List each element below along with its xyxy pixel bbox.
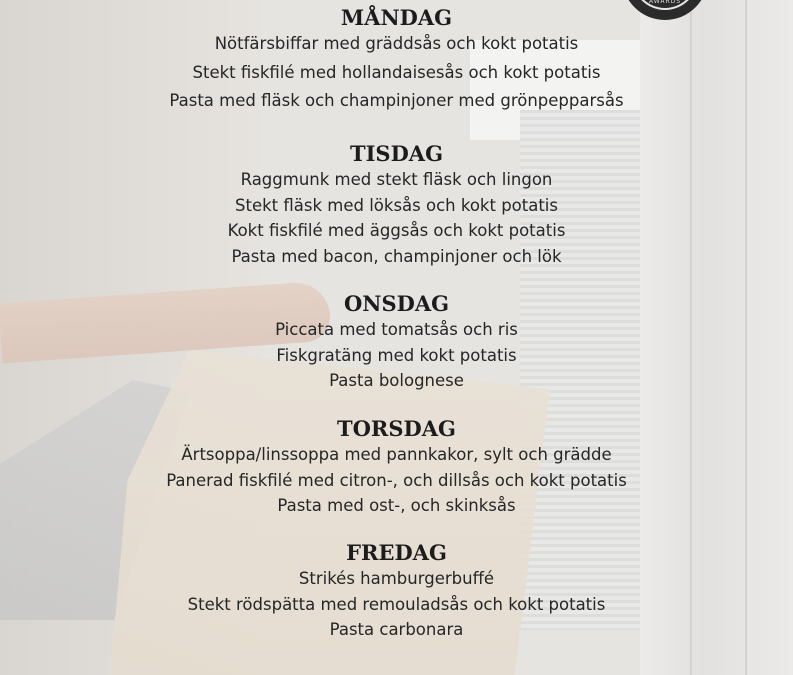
day-section-fredag	[0, 540, 793, 643]
day-section-mandag	[0, 5, 793, 114]
dish-item: Pasta carbonara	[329, 620, 464, 639]
dish-item: Nötfärsbiffar med gräddsås och kokt potatis	[214, 34, 579, 53]
day-title: TISDAG	[349, 141, 444, 166]
dish-item: Fiskgratäng med kokt potatis	[276, 345, 517, 365]
dish-item: Stekt fiskfilé med hollandaisesås och kokt potatis	[192, 62, 601, 82]
day-title: MÅNDAG	[340, 5, 453, 30]
dish-item: Kokt fiskfilé med äggsås och kokt potatis	[227, 221, 566, 240]
dish-item: Raggmunk med stekt fläsk och lingon	[240, 170, 553, 189]
day-section-tisdag	[0, 141, 793, 269]
day-title: ONSDAG	[343, 291, 450, 316]
dish-item: Pasta med fläsk och champinjoner med grönpepparsås	[169, 91, 624, 110]
dish-item: Ärtsoppa/linssoppa med pannkakor, sylt och grädde	[181, 445, 612, 464]
dish-item: Stekt rödspätta med remouladsås och kokt potatis	[187, 594, 606, 614]
dish-item: Strikés hamburgerbuffé	[298, 569, 495, 588]
dish-item: Pasta med ost-, och skinksås	[277, 496, 516, 515]
dish-item: Panerad fiskfilé med citron-, och dillsås och kokt potatis	[166, 470, 627, 490]
badge-logo-text: AWARDS	[648, 0, 682, 5]
dish-item: Stekt fläsk med löksås och kokt potatis	[235, 195, 558, 215]
dish-item: Pasta med bacon, champinjoner och lök	[231, 246, 562, 266]
dish-item: Pasta bolognese	[329, 371, 464, 390]
day-section-torsdag	[0, 416, 793, 519]
day-section-onsdag	[0, 291, 793, 394]
day-title: FREDAG	[346, 540, 447, 565]
dish-item: Piccata med tomatsås och ris	[275, 320, 518, 339]
day-title: TORSDAG	[337, 416, 456, 441]
